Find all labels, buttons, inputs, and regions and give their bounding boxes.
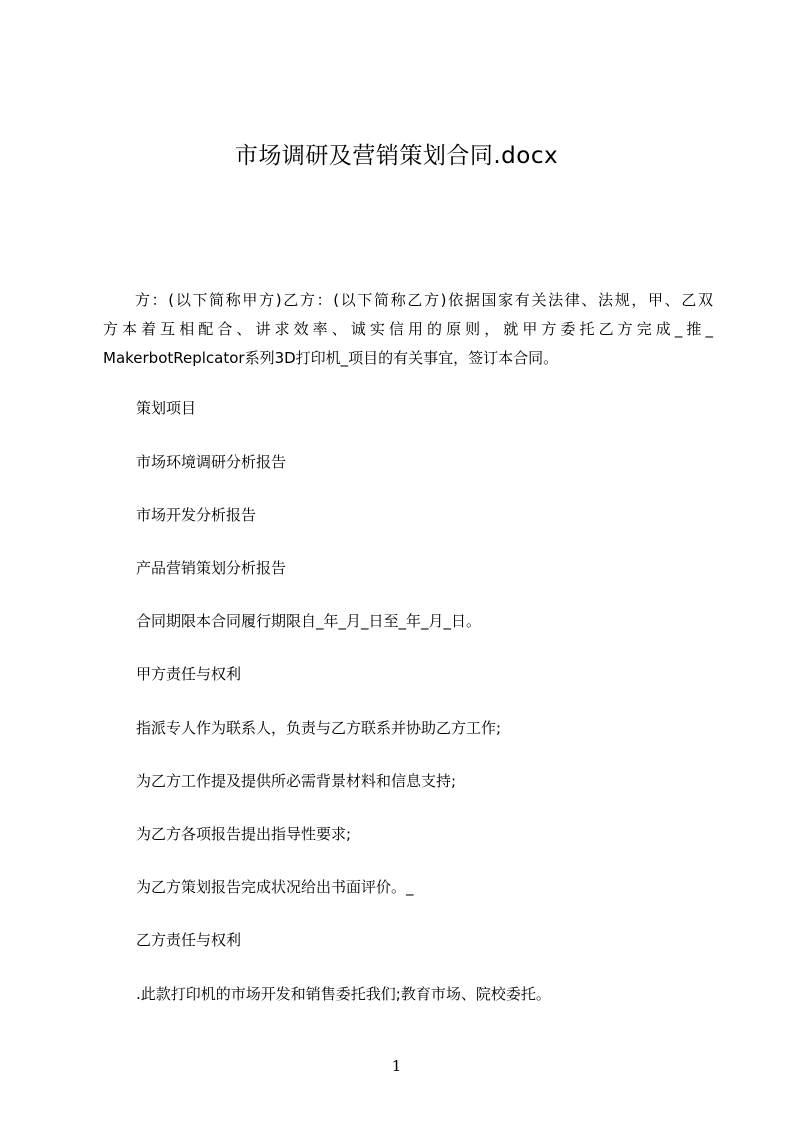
section-heading-planning-items: 策划项目: [136, 399, 197, 417]
intro-line-2: 方本着互相配合、讲求效率、诚实信用的原则，就甲方委托乙方完成_推_: [103, 320, 713, 338]
document-title: 市场调研及营销策划合同.docx: [234, 143, 559, 169]
paragraph-market-environment-report: 市场环境调研分析报告: [136, 453, 287, 471]
paragraph-market-development-report: 市场开发分析报告: [136, 506, 257, 524]
intro-line-1: 方：(以下简称甲方)乙方：(以下简称乙方)依据国家有关法律、法规，甲、乙双: [135, 291, 713, 309]
paragraph-party-a-evaluation: 为乙方策划报告完成状况给出书面评价。_: [136, 878, 414, 896]
page-number: 1: [391, 1057, 402, 1075]
paragraph-party-b-entrustment: .此款打印机的市场开发和销售委托我们;教育市场、院校委托。: [136, 985, 551, 1003]
paragraph-party-a-contact: 指派专人作为联系人，负责与乙方联系并协助乙方工作;: [136, 719, 502, 737]
paragraph-party-a-guidance: 为乙方各项报告提出指导性要求;: [136, 825, 352, 843]
section-heading-party-a-duties: 甲方责任与权利: [136, 665, 242, 683]
paragraph-product-marketing-report: 产品营销策划分析报告: [136, 559, 287, 577]
intro-line-3: MakerbotReplcator系列3D打印机_项目的有关事宜，签订本合同。: [103, 349, 559, 367]
section-heading-party-b-duties: 乙方责任与权利: [136, 931, 242, 949]
intro-paragraph: [103, 286, 713, 373]
paragraph-contract-term: 合同期限本合同履行期限自_年_月_日至_年_月_日。: [136, 612, 482, 630]
paragraph-party-a-materials: 为乙方工作提及提供所必需背景材料和信息支持;: [136, 772, 457, 790]
